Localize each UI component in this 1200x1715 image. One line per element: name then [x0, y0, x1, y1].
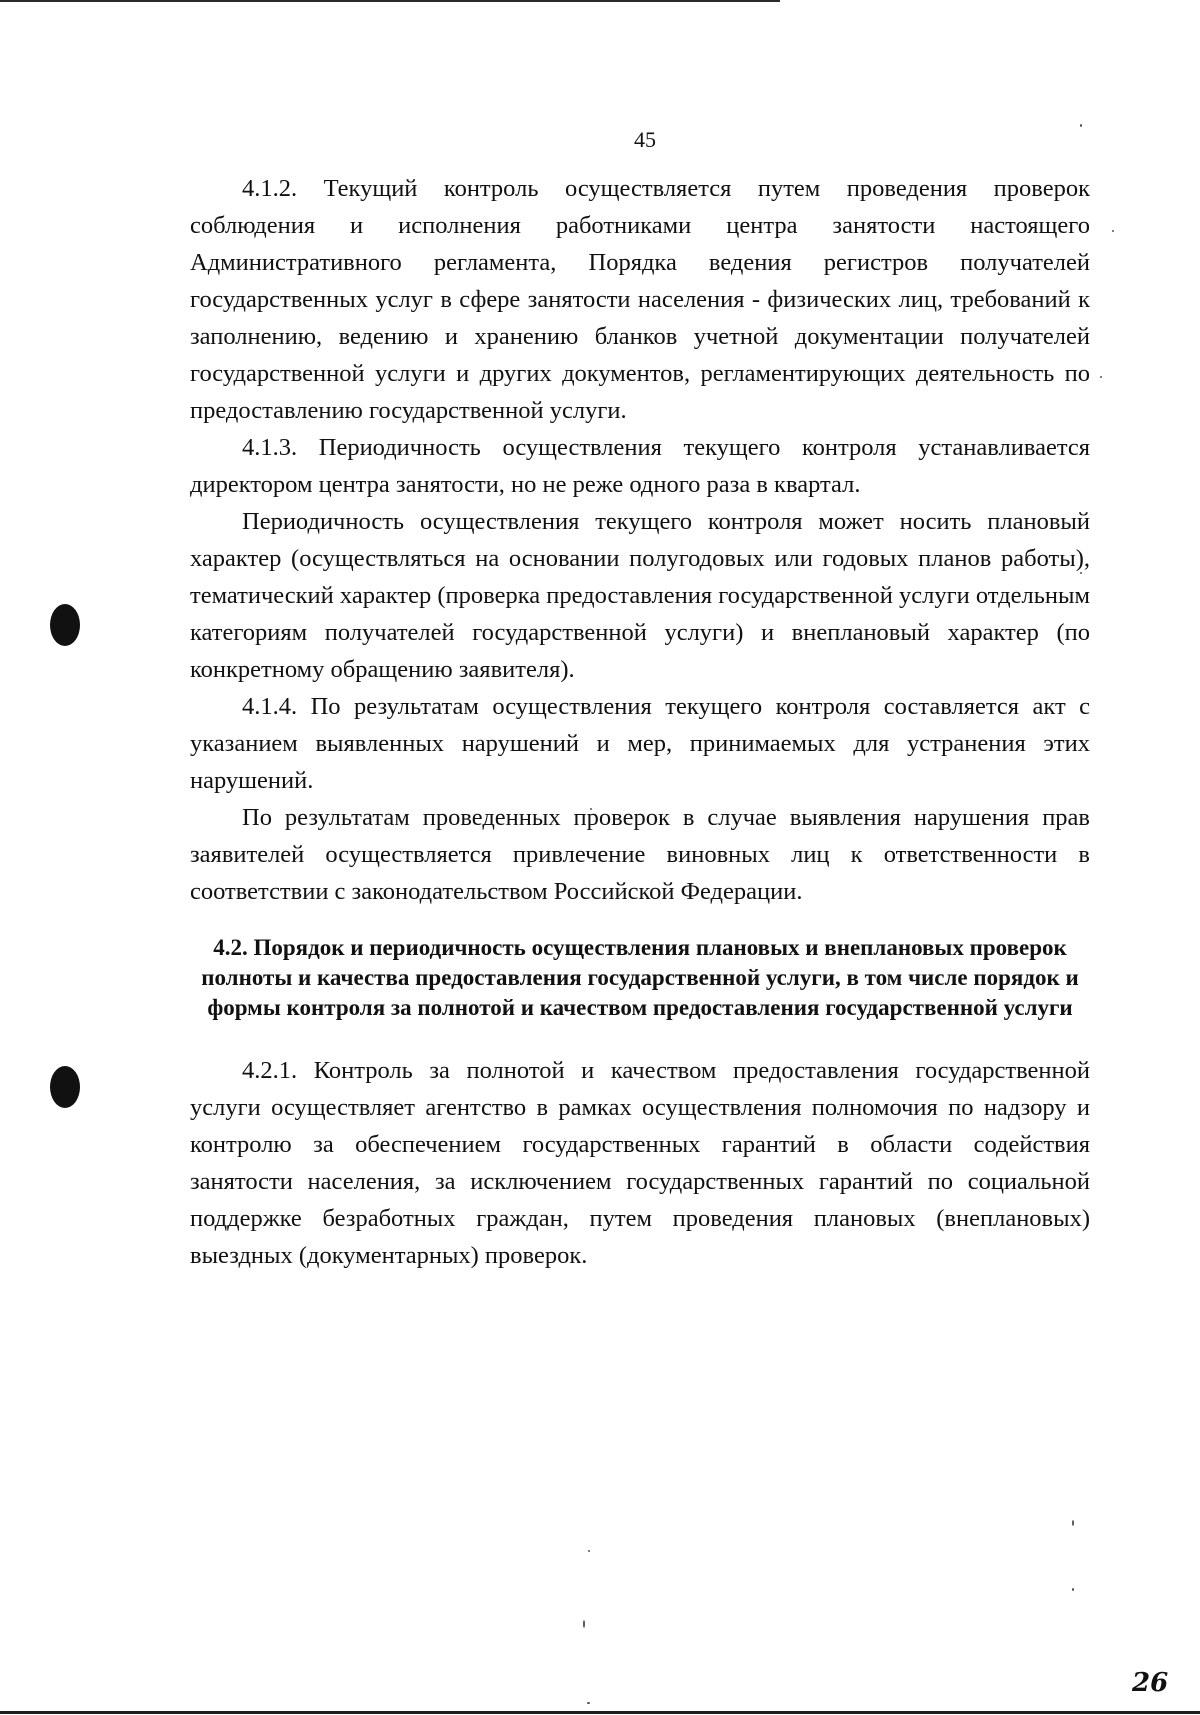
- body-text: [190, 170, 1090, 1274]
- section-heading-4-2: 4.2. Порядок и периодичность осуществления плановых и внеплановых проверок полноты и качества предоставления государственной услуги, в том числе порядок и формы контроля за полнотой и качеством предоставления государственной услуги: [201, 935, 1079, 1020]
- punch-hole: [50, 1066, 80, 1108]
- scan-speck: [1072, 1520, 1074, 1526]
- scan-top-edge: [0, 0, 780, 2]
- handwritten-page-mark: 26: [1132, 1668, 1169, 1698]
- scan-speck: [1100, 376, 1102, 378]
- paragraph-violations: По результатам проведенных проверок в случае выявления нарушения прав заявителей осуществляется привлечение виновных лиц к ответственности в соответствии с законодательством Российской Федерации.: [190, 804, 1090, 905]
- scan-speck: [1112, 230, 1114, 232]
- page-number: 45: [634, 127, 656, 152]
- paragraph-periodicity: Периодичность осуществления текущего контроля может носить плановый характер (осуществляться на основании полугодовых или годовых планов работы), тематический характер (проверка предоставления государственной услуги отдельным категориям получателей государственной услуги) и внеплановый характер (по конкретному обращению заявителя).: [190, 508, 1090, 683]
- scan-speck: [583, 1620, 585, 1628]
- scan-bottom-edge: [0, 1711, 1200, 1714]
- paragraph-4-2-1: 4.2.1. Контроль за полнотой и качеством предоставления государственной услуги осуществляет агентство в рамках осуществления полномочия по надзору и контролю за обеспечением государственных гарантий в области содействия занятости населения, за исключением государственных гарантий по социальной поддержке безработных граждан, путем проведения плановых (внеплановых) выездных (документарных) проверок.: [190, 1057, 1090, 1269]
- scan-speck: [1072, 1588, 1074, 1591]
- paragraph-4-1-4: 4.1.4. По результатам осуществления текущего контроля составляется акт с указанием выявленных нарушений и мер, принимаемых для устранения этих нарушений.: [190, 693, 1090, 794]
- scan-speck: [587, 1702, 590, 1704]
- scan-speck: [588, 1550, 590, 1552]
- punch-hole: [50, 604, 80, 646]
- paragraph-4-1-3: 4.1.3. Периодичность осуществления текущего контроля устанавливается директором центра занятости, но не реже одного раза в квартал.: [190, 434, 1090, 498]
- paragraph-4-1-2: 4.1.2. Текущий контроль осуществляется путем проведения проверок соблюдения и исполнения работниками центра занятости настоящего Административного регламента, Порядка ведения регистров получателей государственных услуг в сфере занятости населения - физических лиц, требований к заполнению, ведению и хранению бланков учетной документации получателей государственной услуги и других документов, регламентирующих деятельность по предоставлению государственной услуги.: [190, 175, 1090, 424]
